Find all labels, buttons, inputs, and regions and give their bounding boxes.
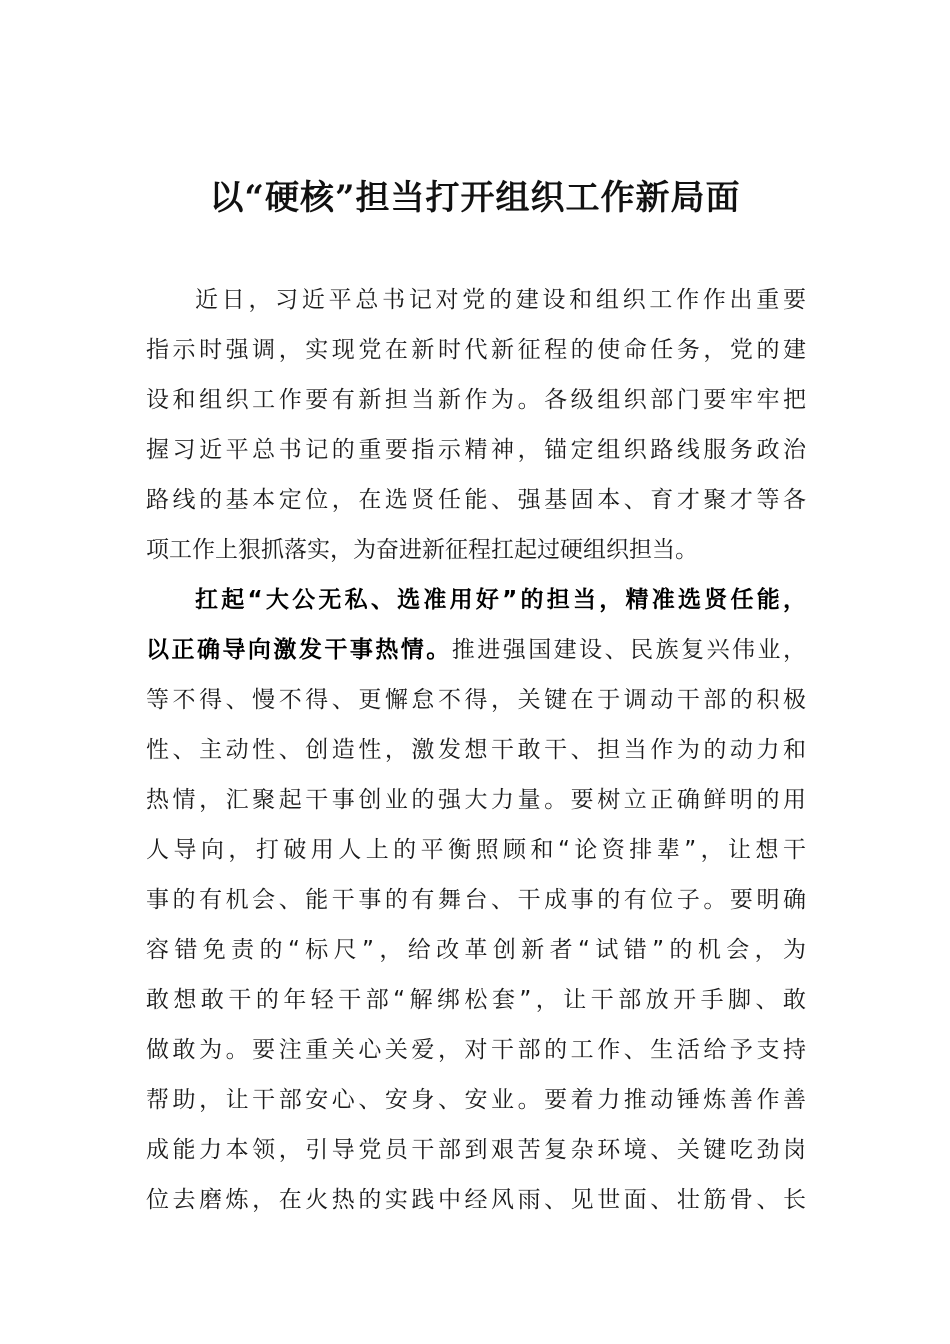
paragraph-line: 成能力本领，引导党员干部到艰苦复杂环境、关键吃劲岗 <box>146 1137 806 1163</box>
paragraph-text: 推进强国建设、民族复兴伟业， <box>451 637 807 663</box>
paragraph-line: 等不得、慢不得、更懈怠不得，关键在于调动干部的积极 <box>146 687 806 713</box>
paragraph-line: 事的有机会、能干事的有舞台、干成事的有位子。要明确 <box>146 887 806 913</box>
paragraph-line: 性、主动性、创造性，激发想干敢干、担当作为的动力和 <box>146 737 806 763</box>
paragraph-line: 设和组织工作要有新担当新作为。各级组织部门要牢牢把 <box>146 387 806 413</box>
paragraph-line: 指示时强调，实现党在新时代新征程的使命任务，党的建 <box>146 337 806 363</box>
document-title: 以“硬核”担当打开组织工作新局面 <box>209 178 741 218</box>
paragraph-line: 项工作上狠抓落实，为奋进新征程扛起过硬组织担当。 <box>146 537 698 563</box>
section-heading-tail: 以正确导向激发干事热情。 <box>146 637 452 663</box>
paragraph-line: 帮助，让干部安心、安身、安业。要着力推动锤炼善作善 <box>146 1087 806 1113</box>
paragraph-line <box>146 625 806 675</box>
paragraph-line: 热情，汇聚起干事创业的强大力量。要树立正确鲜明的用 <box>146 787 806 813</box>
paragraph-line: 握习近平总书记的重要指示精神，锚定组织路线服务政治 <box>146 437 806 463</box>
paragraph-line: 路线的基本定位，在选贤任能、强基固本、育才聚才等各 <box>146 487 806 513</box>
paragraph-line: 敢想敢干的年轻干部“解绑松套”，让干部放开手脚、敢 <box>146 987 806 1013</box>
paragraph-line: 位去磨炼，在火热的实践中经风雨、见世面、壮筋骨、长 <box>146 1187 806 1213</box>
paragraph-line: 做敢为。要注重关心关爱，对干部的工作、生活给予支持 <box>146 1037 806 1063</box>
section-heading-line: 扛起“大公无私、选准用好”的担当，精准选贤任能， <box>195 587 806 613</box>
paragraph-line: 人导向，打破用人上的平衡照顾和“论资排辈”，让想干 <box>146 837 806 863</box>
paragraph-line: 容错免责的“标尺”，给改革创新者“试错”的机会，为 <box>146 937 806 963</box>
paragraph-line: 近日，习近平总书记对党的建设和组织工作作出重要 <box>195 287 806 313</box>
